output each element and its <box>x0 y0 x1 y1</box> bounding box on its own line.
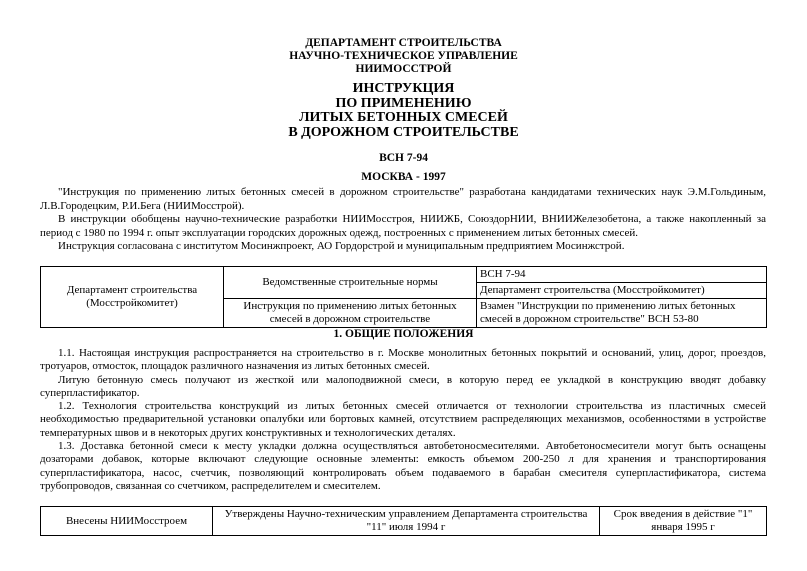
section-heading: 1. ОБЩИЕ ПОЛОЖЕНИЯ <box>333 328 474 340</box>
norms-replaces-cell: Взамен "Инструкции по применению литых бетонных смесей в дорожном строительстве" ВСН 53-80 <box>477 299 767 328</box>
section-1-text <box>40 347 766 493</box>
norms-code: ВСН 7-94 <box>477 267 766 283</box>
org-line-1: ДЕПАРТАМЕНТ СТРОИТЕЛЬСТВА <box>305 37 502 49</box>
title-line-3: ЛИТЫХ БЕТОННЫХ СМЕСЕЙ <box>299 110 508 125</box>
intro-text <box>40 186 766 254</box>
norms-title-cell: Ведомственные строительные нормы <box>224 267 477 299</box>
section-paragraph-2: Литую бетонную смесь получают из жесткой или малоподвижной смеси, в которую перед ее укладкой в конструкцию вводят добавку суперпластификатор. <box>40 373 766 399</box>
title-line-2: ПО ПРИМЕНЕНИЮ <box>335 95 472 111</box>
approval-effective-cell: Срок введения в действие "1" января 1995 г <box>600 507 767 536</box>
title-line-4: В ДОРОЖНОМ СТРОИТЕЛЬСТВЕ <box>288 124 519 140</box>
org-line-3: НИИМОССТРОЙ <box>355 63 452 75</box>
document-code: ВСН 7-94 <box>379 152 428 164</box>
norms-instruction-cell: Инструкция по применению литых бетонных смесей в дорожном строительстве <box>224 299 477 328</box>
norms-dept-cell: Департамент строительства (Мосстройкомитет) <box>41 267 224 328</box>
org-header <box>0 37 807 76</box>
section-paragraph-1: 1.1. Настоящая инструкция распространяется на строительство в г. Москве монолитных бетонных покрытий и оснований, улиц, дорог, проездов, тротуаров, отмосток, площадок различного назначения из литых бетонных смесей. <box>40 347 766 373</box>
intro-paragraph-3: Инструкция согласована с институтом Мосинжпроект, АО Гордорстрой и муниципальным предприятием Мосинжстрой. <box>58 240 625 253</box>
section-paragraph-4: 1.3. Доставка бетонной смеси к месту укладки должна осуществляться автобетоносмесителями. Автобетоносмесители могут быть оснащены дозаторами добавок, которые включают следующие основные элементы: емкость объемом 200-250 л для хранения и транспортирования суперпластификатора, насос, счетчик, позволяющий контролировать объем подаваемого в барабан смесителя суперпластификатора, система трубопроводов, связанная со счетчиком, распределителем и смесителем. <box>40 440 766 492</box>
approval-submitted-cell: Внесены НИИМосстроем <box>41 507 213 536</box>
section-paragraph-3: 1.2. Технология строительства конструкций из литых бетонных смесей отличается от технологии строительства из пластичных смесей необходимостью предварительной установки опалубки или бортовых камней, отсутствием распределяющих механизмов, особенностями в устройстве температурных швов и в некоторых других конструктивных и технологических деталях. <box>40 400 766 439</box>
org-line-2: НАУЧНО-ТЕХНИЧЕСКОЕ УПРАВЛЕНИЕ <box>289 50 518 62</box>
intro-paragraph-1: "Инструкция по применению литых бетонных смесей в дорожном строительстве" разработана кандидатами технических наук Э.М.Гольдиным, Л.В.Городецким, Р.И.Бега (НИИМосстрой). <box>40 186 766 212</box>
approval-table <box>40 506 767 536</box>
norms-table <box>40 266 767 328</box>
intro-paragraph-2: В инструкции обобщены научно-технические разработки НИИМосстроя, НИИЖБ, СоюздорНИИ, ВНИИЖелезобетона, а также накопленный за период с 1980 по 1994 г. опыт эксплуатации городских дорожных одежд, построенных с применением литых бетонных смесей. <box>40 213 766 239</box>
approval-approved-cell: Утверждены Научно-техническим управлением Департамента строительства "11" июля 1994 г <box>213 507 600 536</box>
document-title <box>0 82 807 140</box>
norms-code-cell <box>477 267 767 299</box>
norms-dept-short: Департамент строительства (Мосстройкомитет) <box>480 284 705 296</box>
title-line-1: ИНСТРУКЦИЯ <box>352 81 455 96</box>
city-year: МОСКВА - 1997 <box>361 171 446 183</box>
